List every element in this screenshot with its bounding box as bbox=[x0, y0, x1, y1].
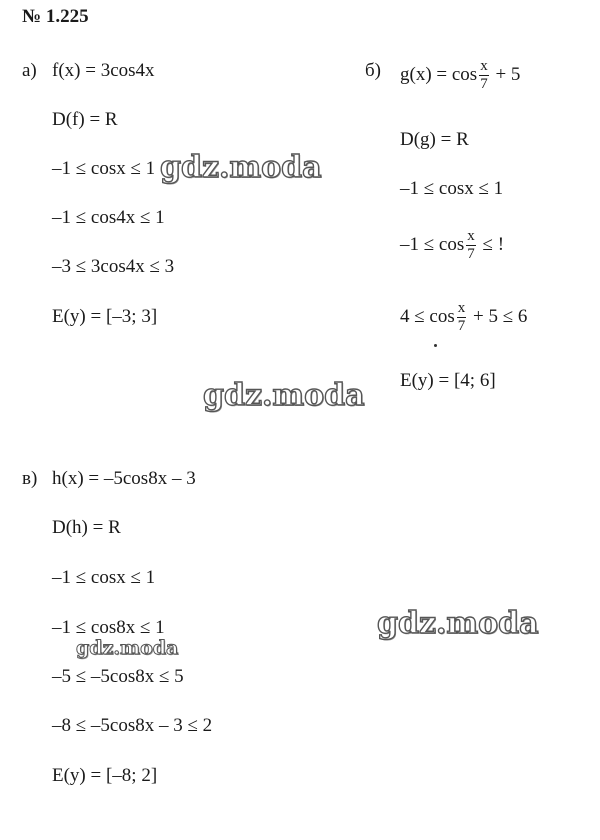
ineq-3-den: 7 bbox=[457, 318, 466, 334]
ineq-3-fraction bbox=[457, 300, 467, 335]
part-b-label: б) bbox=[365, 60, 381, 81]
watermark-2: gdz.moda bbox=[203, 378, 365, 413]
part-b-domain: D(g) = R bbox=[400, 129, 469, 150]
g-def-fraction bbox=[479, 58, 489, 93]
ineq-2-fraction bbox=[466, 228, 476, 263]
part-c-line-2: D(h) = R bbox=[52, 517, 121, 538]
part-b-g-def bbox=[400, 58, 520, 93]
g-def-pre: g(x) = cos bbox=[400, 63, 478, 85]
part-a-line-6: E(y) = [–3; 3] bbox=[52, 306, 158, 327]
ineq-3-pre: 4 ≤ cos bbox=[400, 305, 455, 327]
part-a-label: а) bbox=[22, 60, 37, 81]
ineq-2-den: 7 bbox=[467, 246, 475, 262]
part-b-range: E(y) = [4; 6] bbox=[400, 370, 496, 391]
g-def-den: 7 bbox=[480, 76, 488, 92]
ineq-2-post: ≤ ! bbox=[482, 233, 505, 255]
part-a-line-4: –1 ≤ cos4x ≤ 1 bbox=[52, 207, 165, 228]
watermark-4: gdz.moda bbox=[76, 637, 179, 659]
ineq-2-pre: –1 ≤ cos bbox=[400, 233, 465, 255]
ineq-3-post: + 5 ≤ 6 bbox=[473, 305, 528, 327]
stray-dot bbox=[434, 344, 437, 347]
part-c-line-5: –5 ≤ –5cos8x ≤ 5 bbox=[52, 666, 184, 687]
part-b-ineq-3 bbox=[400, 300, 527, 335]
part-c-line-4: –1 ≤ cos8x ≤ 1 bbox=[52, 617, 165, 638]
part-b-ineq-2 bbox=[400, 228, 504, 263]
part-c-line-3: –1 ≤ cosx ≤ 1 bbox=[52, 567, 156, 588]
part-a-line-5: –3 ≤ 3cos4x ≤ 3 bbox=[52, 256, 175, 277]
part-a-line-1: f(x) = 3cos4x bbox=[52, 60, 155, 81]
part-a-line-2: D(f) = R bbox=[52, 109, 118, 130]
ineq-3-num: x bbox=[457, 300, 466, 316]
ineq-2-num: x bbox=[467, 228, 475, 244]
part-b-ineq-1: –1 ≤ cosx ≤ 1 bbox=[400, 178, 504, 199]
g-def-post: + 5 bbox=[495, 63, 521, 85]
part-c-line-7: E(y) = [–8; 2] bbox=[52, 765, 158, 786]
part-c-label: в) bbox=[22, 468, 38, 489]
part-c-line-6: –8 ≤ –5cos8x – 3 ≤ 2 bbox=[52, 715, 213, 736]
g-def-num: x bbox=[480, 58, 488, 74]
watermark-1: gdz.moda bbox=[160, 150, 322, 185]
problem-number: № 1.225 bbox=[22, 6, 89, 27]
part-c-line-1: h(x) = –5cos8x – 3 bbox=[52, 468, 196, 489]
part-a-line-3: –1 ≤ cosx ≤ 1 bbox=[52, 158, 156, 179]
watermark-3: gdz.moda bbox=[377, 606, 539, 641]
